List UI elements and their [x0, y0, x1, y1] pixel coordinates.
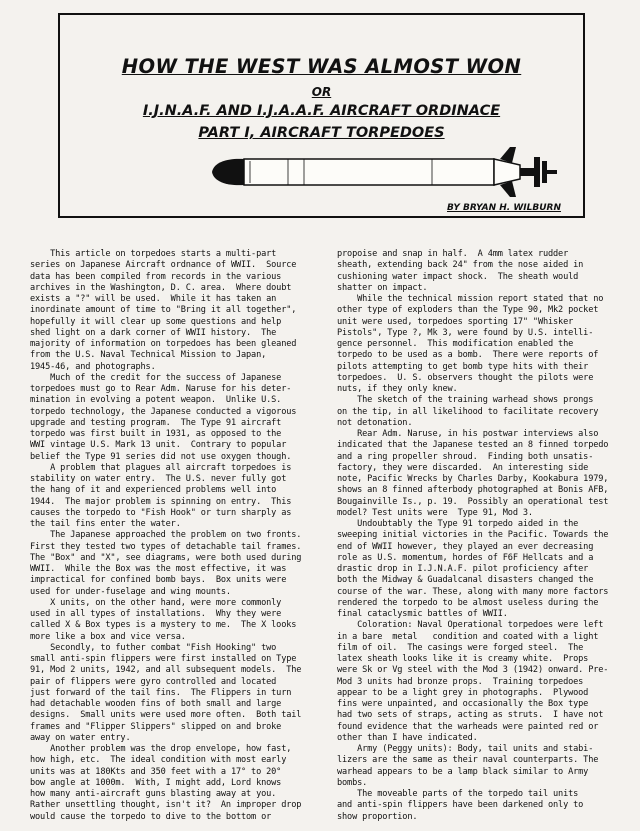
- text-line: 91, Mod 2 units, 1942, and all subsequent models. The: [30, 665, 302, 676]
- text-line: Rear Adm. Naruse, in his postwar interviews also: [337, 429, 599, 439]
- text-line: exists a "?" will be used. While it has taken an: [30, 294, 277, 304]
- text-line: This article on torpedoes starts a multi-part: [30, 249, 277, 259]
- text-line: The moveable parts of the torpedo tail units: [337, 789, 579, 799]
- text-line: had detachable wooden fins of both small and large: [30, 699, 282, 709]
- text-line: had two sets of straps, acting as struts. I have not: [337, 710, 604, 721]
- article-subtitle-1: I.J.N.A.F. AND I.J.A.A.F. AIRCRAFT ORDINACE: [142, 103, 501, 119]
- article-title: HOW THE WEST WAS ALMOST WON: [121, 55, 522, 78]
- text-line: designs. Small units were used more often. Both tail: [30, 710, 302, 721]
- text-line: called X & Box types is a mystery to me. The X looks: [30, 620, 297, 631]
- text-line: X units, on the other hand, were more commonly: [30, 597, 282, 608]
- text-line: mination in evolving a potent weapon. Unlike U.S.: [30, 395, 282, 406]
- text-line: units was at 180Kts and 350 feet with a 17° to 20°: [30, 766, 282, 777]
- text-line: shatter on impact.: [337, 282, 428, 293]
- text-line: WWII. While the Box was the most effective, it was: [30, 564, 287, 574]
- text-line: series on Japanese Aircraft ordnance of WWII. Source: [30, 260, 297, 271]
- text-line: appear to be a light grey in photographs. Plywood: [337, 687, 589, 698]
- text-line: causes the torpedo to "Fish Hook" or turn sharply as: [30, 507, 292, 518]
- text-line: gence personnel. This modification enabled the: [337, 339, 574, 349]
- text-line: course of the war. These, along with many more factors: [337, 586, 609, 597]
- text-line: archives in the Washington, D. C. area. Where doubt: [30, 282, 292, 293]
- text-line: Another problem was the drop envelope, how fast,: [30, 744, 292, 754]
- or-separator: OR: [311, 85, 332, 99]
- text-line: how high, etc. The ideal condition with most early: [30, 755, 287, 766]
- text-line: A problem that plagues all aircraft torpedoes is: [30, 462, 292, 473]
- text-line: shows an 8 finned afterbody photographed at Bonis AFB,: [337, 485, 609, 496]
- text-line: Army (Peggy units): Body, tail units and stabi-: [337, 744, 594, 754]
- article-subtitle-2: PART I, AIRCRAFT TORPEDOES: [198, 125, 445, 141]
- text-line: pair of flippers were gyro controlled and located: [30, 676, 277, 687]
- text-line: other type of exploders than the Type 90, Mk2 pocket: [337, 305, 599, 316]
- text-line: majority of information on torpedoes has been gleaned: [30, 339, 297, 349]
- text-line: more like a box and vice versa.: [30, 631, 186, 642]
- text-line: how many anti-aircraft guns blasting away at you.: [30, 789, 277, 799]
- right-text-column: [337, 249, 608, 823]
- text-line: Undoubtably the Type 91 torpedo aided in the: [337, 519, 579, 529]
- text-line: found evidence that the warheads were painted red or: [337, 721, 599, 732]
- text-line: pilots attempting to get bomb type hits with their: [337, 361, 589, 372]
- text-line: Bougainville Is., p. 19. Possibly an operational test: [337, 496, 609, 507]
- text-line: in a bare metal condition and coated with a light: [337, 631, 599, 642]
- text-line: torpedo to be used as a bomb. There were reports of: [337, 350, 599, 361]
- text-line: frames and "Flipper Slippers" slipped on and broke: [30, 721, 282, 732]
- text-line: warhead appears to be a lamp black similar to Army: [337, 766, 589, 777]
- text-line: show proportion.: [337, 811, 418, 822]
- left-text-column: [30, 249, 301, 823]
- text-line: the tail fins enter the water.: [30, 519, 181, 529]
- text-line: stability on water entry. The U.S. never fully got: [30, 474, 287, 484]
- text-line: torpedo was first built in 1931, as opposed to the: [30, 429, 282, 439]
- text-line: 1944. The major problem is spinning on entry. This: [30, 496, 292, 507]
- text-line: sheath, extending back 24" from the nose aided in: [337, 260, 584, 271]
- text-line: note, Pacific Wrecks by Charles Darby, Kookabura 1979,: [337, 474, 609, 484]
- text-line: lizers are the same as their naval counterparts. The: [337, 755, 599, 766]
- text-line: bow angle at 1000m. With, I might add, Lord knows: [30, 777, 282, 788]
- text-line: factory, they were discarded. An interesting side: [337, 462, 589, 473]
- text-line: unit were used, torpedoes sporting 17" "Whisker: [337, 316, 574, 327]
- text-line: shed light on a dark corner of WWII history. The: [30, 327, 277, 338]
- text-line: not detonation.: [337, 417, 413, 428]
- text-line: bombs.: [337, 777, 368, 788]
- text-line: indicated that the Japanese tested an 8 finned torpedo: [337, 440, 609, 451]
- text-line: role as U.S. momentum, hordes of F6F Hellcats and a: [337, 552, 594, 563]
- text-line: The "Box" and "X", see diagrams, were both used during: [30, 552, 302, 563]
- text-line: First they tested two types of detachable tail frames.: [30, 541, 302, 552]
- text-line: small anti-spin flippers were first installed on Type: [30, 654, 297, 664]
- title-box: [58, 13, 585, 218]
- text-line: torpedoes must go to Rear Adm. Naruse for his deter-: [30, 384, 292, 394]
- text-line: WWI vintage U.S. Mark 13 unit. Contrary to popular: [30, 440, 287, 451]
- torpedo-illustration-icon: [192, 147, 567, 197]
- text-line: used for under-fuselage and wing mounts.: [30, 586, 231, 597]
- text-line: Secondly, to futher combat "Fish Hooking" two: [30, 642, 277, 653]
- text-line: just forward of the tail fins. The Flippers in turn: [30, 687, 292, 698]
- author-byline: BY BRYAN H. WILBURN: [447, 203, 561, 213]
- text-line: hopefully it will clear up some questions and help: [30, 316, 282, 327]
- text-line: and anti-spin flippers have been darkened only to: [337, 800, 584, 811]
- text-line: model? Test units were Type 91, Mod 3.: [337, 507, 533, 518]
- text-line: Mod 3 units had bronze props. Training torpedoes: [337, 676, 584, 687]
- text-line: Rather unsettling thought, isn't it? An improper drop: [30, 800, 302, 811]
- text-line: away on water entry.: [30, 732, 131, 743]
- text-line: The sketch of the training warhead shows prongs: [337, 395, 594, 406]
- text-line: used in all types of installations. Why they were: [30, 609, 282, 619]
- text-line: nuts, if they only knew.: [337, 384, 458, 394]
- text-line: the hang of it and experienced problems well into: [30, 485, 277, 496]
- text-line: rendered the torpedo to be almost useless during the: [337, 597, 599, 608]
- text-line: Coloration: Naval Operational torpedoes were left: [337, 620, 604, 631]
- text-line: torpedo technology, the Japanese conducted a vigorous: [30, 406, 297, 417]
- text-line: would cause the torpedo to dive to the bottom or: [30, 811, 272, 822]
- text-line: from the U.S. Naval Technical Mission to Japan,: [30, 350, 267, 361]
- text-line: film of oil. The casings were forged steel. The: [337, 642, 584, 653]
- text-line: While the technical mission report stated that no: [337, 294, 604, 304]
- text-line: torpedoes. U. S. observers thought the pilots were: [337, 372, 594, 383]
- text-line: other than I have indicated.: [337, 732, 478, 743]
- text-line: propoise and snap in half. A 4mm latex rudder: [337, 249, 569, 259]
- text-line: final cataclysmic battles of WWII.: [337, 609, 508, 619]
- text-line: latex sheath looks like it is creamy white. Props: [337, 654, 589, 664]
- text-line: cushioning water impact shock. The sheath would: [337, 271, 579, 282]
- text-line: drastic drop in I.J.N.A.F. pilot proficiency after: [337, 564, 589, 574]
- text-line: both the Midway & Guadalcanal disasters changed the: [337, 575, 594, 586]
- text-line: belief the Type 91 series did not use oxygen though.: [30, 451, 292, 462]
- text-line: inordinate amount of time to "Bring it all together",: [30, 305, 297, 316]
- text-line: The Japanese approached the problem on two fronts.: [30, 530, 302, 541]
- text-line: on the tip, in all likelihood to facilitate recovery: [337, 406, 599, 417]
- text-line: fins were unpainted, and occasionally the Box type: [337, 699, 589, 709]
- text-line: impractical for confined bomb bays. Box units were: [30, 575, 287, 586]
- text-line: end of WWII however, they played an ever decreasing: [337, 541, 594, 552]
- text-line: and a ring propeller shroud. Finding both unsatis-: [337, 451, 594, 462]
- text-line: Much of the credit for the success of Japanese: [30, 372, 282, 383]
- text-line: Pistols", Type ?, Mk 3, were found by U.S. intelli-: [337, 327, 594, 338]
- text-line: were Sk or Vg steel with the Mod 3 (1942) onward. Pre-: [337, 665, 609, 676]
- text-line: sweeping initial victories in the Pacific. Towards the: [337, 530, 609, 541]
- text-line: data has been compiled from records in the various: [30, 271, 282, 282]
- text-line: upgrade and testing program. The Type 91 aircraft: [30, 417, 282, 428]
- text-line: 1945-46, and photographs.: [30, 361, 156, 372]
